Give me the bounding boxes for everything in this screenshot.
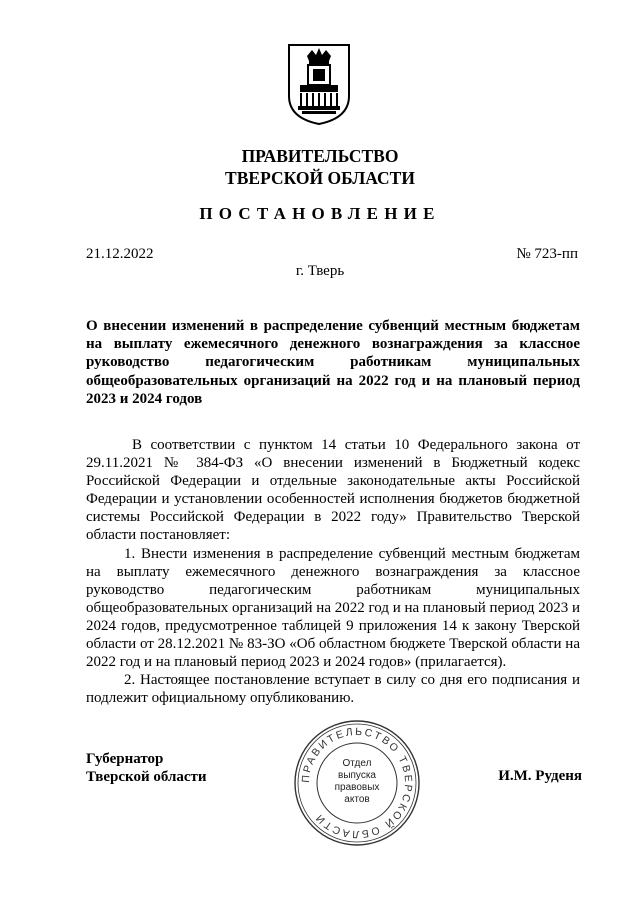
stamp-line3: правовых	[334, 782, 380, 793]
signatory-post-line1: Губернатор	[86, 751, 164, 767]
document-number: № 723-пп	[516, 246, 578, 262]
stamp-line2: выпуска	[338, 770, 376, 781]
body-item-1: 1. Внести изменения в распределение субвенций местным бюджетам на выплату ежемесячного денежного вознаграждения за классное руководство педагогическим работникам муниципальных общеобразовательных организаций на 2022 год и на плановый период 2023 и 2024 годов, предусмотренное таблицей 9 приложения 14 к закону Тверской области от 28.12.2021 № 83-ЗО «Об областном бюджете Тверской области на 2022 год и на плановый период 2023 и 2024 годов» (прилагается).	[86, 545, 580, 671]
stamp-line1: Отдел	[342, 758, 372, 769]
coat-of-arms-emblem	[286, 42, 352, 126]
stamp-ring-text: ПРАВИТЕЛЬСТВО ТВЕРСКОЙ ОБЛАСТИ	[299, 725, 415, 841]
document-date: 21.12.2022	[86, 246, 154, 262]
signatory-name: И.М. Руденя	[498, 768, 582, 784]
body-item-2: 2. Настоящее постановление вступает в силу со дня его подписания и подлежит официальному опубликованию.	[86, 672, 580, 707]
document-body	[86, 436, 580, 707]
stamp-center-text	[316, 758, 398, 806]
document-city: г. Тверь	[295, 263, 345, 279]
stamp-line4: актов	[344, 794, 370, 805]
government-name-line1: ПРАВИТЕЛЬСТВО	[241, 146, 399, 166]
government-name-line2: ТВЕРСКОЙ ОБЛАСТИ	[225, 168, 415, 188]
body-preamble: В соответствии с пунктом 14 статьи 10 Федерального закона от 29.11.2021 № 384-ФЗ «О внесении изменений в Бюджетный кодекс Российской Федерации и отдельные законодательные акты Российской Федерации и установлении особенностей исполнения бюджетов бюджетной системы Российской Федерации в 2022 году» Правительство Тверской области постановляет:	[86, 437, 580, 544]
signatory-post-line2: Тверской области	[86, 769, 207, 785]
document-subject: О внесении изменений в распределение субвенций местным бюджетам на выплату ежемесячного денежного вознаграждения за классное руководство педагогическим работникам муниципальных общеобразовательных организаций на 2022 год и на плановый период 2023 и 2024 годов	[86, 318, 580, 407]
document-type-title: ПОСТАНОВЛЕНИЕ	[199, 204, 441, 223]
signatory-post	[86, 750, 207, 786]
